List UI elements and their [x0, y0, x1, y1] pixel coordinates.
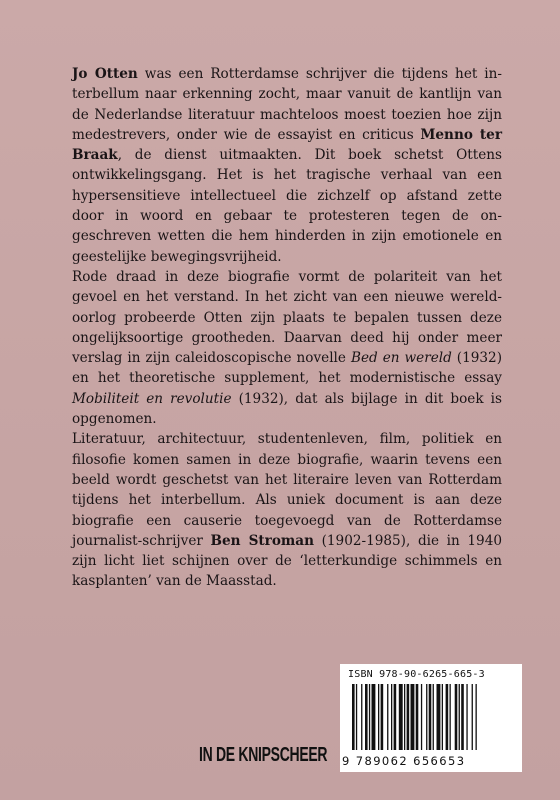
blurb-text: was een Rotterdamse schrijver die tijdens het interbellum naar erkenning zocht, maar vanuit de kantlijn van de Nederlandse literatuur machteloos moest toezien hoe zijn medestrevers, onder wie de essayist en criticus — [72, 66, 502, 143]
essay-title: Mobiliteit en revolutie — [72, 390, 232, 407]
novella-title: Bed en wereld — [350, 350, 452, 367]
blurb-paragraph-1 — [72, 64, 502, 267]
journalist-name: Ben Stroman — [210, 532, 314, 549]
blurb-paragraph-3 — [72, 429, 502, 591]
blurb-text: (1932) en het theoretische supplement, het modernistische essay — [72, 350, 503, 387]
blurb-text: (1902-1985), die in 1940 zijn licht liet schijnen over de ‘letterkundige schimmels en kasplanten’ van de Maasstad. — [72, 532, 502, 590]
barcode-digits: 9 789062 656653 — [342, 754, 466, 768]
blurb-paragraph-2 — [72, 267, 502, 429]
back-cover-blurb — [72, 64, 502, 592]
isbn-barcode — [340, 664, 522, 772]
blurb-text: , de dienst uitmaakten. Dit boek schetst Ottens ontwikkelingsgang. Het is het tragische verhaal van een hypersensitieve intellectueel die zichzelf op afstand zette door in woord en gebaar te protesteren tegen de ongeschreven wetten die hem hinderden in zijn emotionele en geestelijke bewegingsvrijheid. — [72, 147, 502, 265]
blurb-text: (1932), dat als bijlage in dit boek is opgenomen. — [72, 390, 502, 428]
isbn-label: ISBN 978-90-6265-665-3 — [348, 669, 485, 680]
barcode-bars — [350, 684, 512, 754]
blurb-text: Literatuur, architectuur, studentenleven, film, politiek en filosofie komen samen in deze biografie, waarin tevens een beeld wordt geschetst van het literaire leven van Rotterdam tijdens het interbellum. Als uniek document is aan deze biografie een causerie toegevoegd van de Rotterdamse journalist-schrijver — [72, 431, 502, 549]
publisher-logo: IN DE KNIPSCHEER — [199, 742, 328, 766]
blurb-text: Rode draad in deze biografie vormt de polariteit van het gevoel en het verstand. In het zicht van een nieuwe wereldoorlog probeerde Otten zijn plaats te bepalen tussen deze ongelijksoortige grootheden. Daarvan deed hij onder meer verslag in zijn caleidoscopische novelle — [72, 268, 502, 367]
critic-name: Menno ter Braak — [72, 126, 502, 164]
author-name: Jo Otten — [72, 66, 138, 82]
